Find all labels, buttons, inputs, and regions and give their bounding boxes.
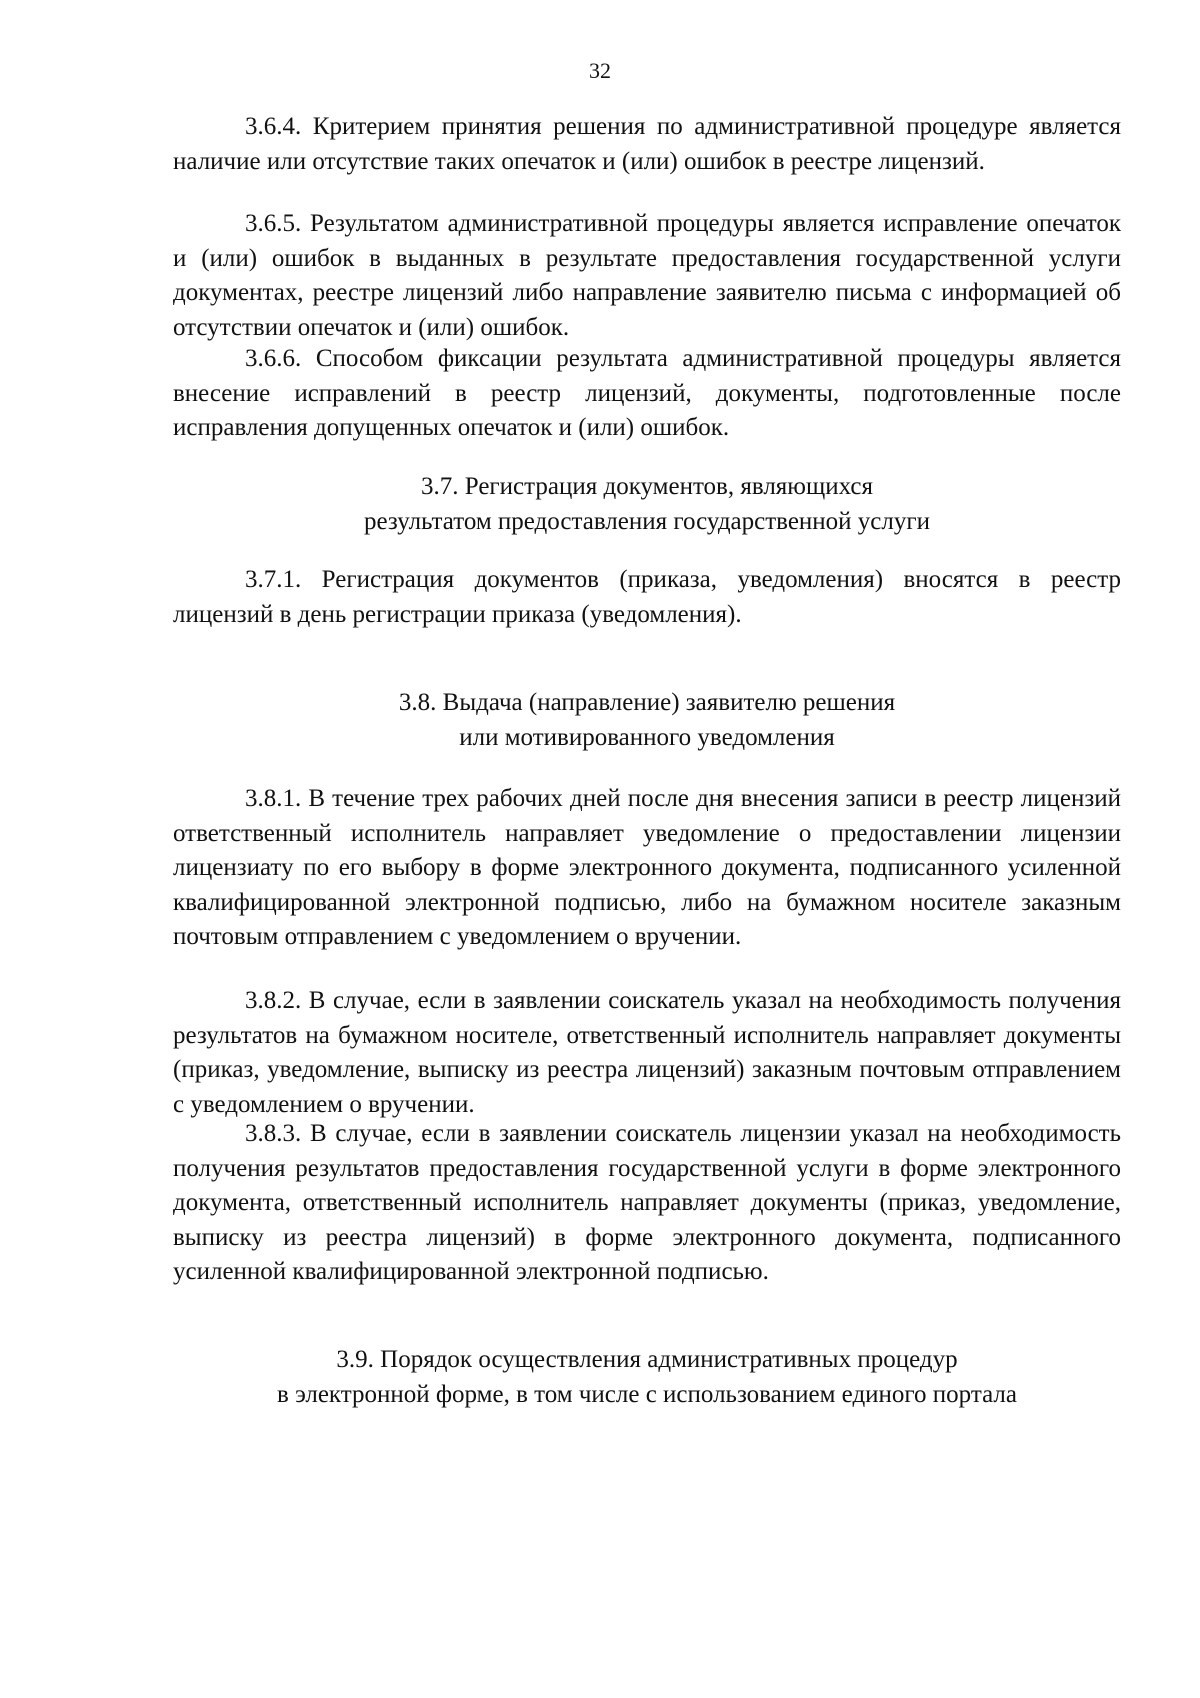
section-heading-3-9 [173,1343,1121,1412]
paragraph-3-6-6: 3.6.6. Способом фиксации результата административной процедуры является внесение исправлений в реестр лицензий, документы, подготовленные после исправления допущенных опечаток и (или) ошибок. [173,345,1121,441]
section-heading-3-7 [173,470,1121,539]
paragraph-3-6-5: 3.6.5. Результатом административной процедуры является исправление опечаток и (или) ошибок в выданных в результате предоставления государственной услуги документах, реестре лицензий либо направление заявителю письма с информацией об отсутствии опечаток и (или) ошибок. [173,210,1121,341]
paragraph-3-8-2: 3.8.2. В случае, если в заявлении соискатель указал на необходимость получения результатов на бумажном носителе, ответственный исполнитель направляет документы (приказ, уведомление, выписку из реестра лицензий) заказным почтовым отправлением с уведомлением о вручении. [173,987,1121,1118]
paragraph-3-8-3: 3.8.3. В случае, если в заявлении соискатель лицензии указал на необходимость получения результатов предоставления государственной услуги в форме электронного документа, ответственный исполнитель направляет документы (приказ, уведомление, выписку из реестра лицензий) в форме электронного документа, подписанного усиленной квалифицированной электронной подписью. [173,1120,1121,1285]
paragraph-3-8-1: 3.8.1. В течение трех рабочих дней после дня внесения записи в реестр лицензий ответственный исполнитель направляет уведомление о предоставлении лицензии лицензиату по его выбору в форме электронного документа, подписанного усиленной квалифицированной электронной подписью, либо на бумажном носителе заказным почтовым отправлением с уведомлением о вручении. [173,785,1121,950]
section-heading-3-8-line-1: 3.8. Выдача (направление) заявителю решения [398,689,896,716]
section-heading-3-7-line-1: 3.7. Регистрация документов, являющихся [421,473,873,500]
section-heading-3-9-line-1: 3.9. Порядок осуществления административных процедур [336,1346,958,1373]
section-heading-3-9-line-2: в электронной форме, в том числе с использованием единого портала [277,1380,1017,1408]
section-heading-3-8-line-2: или мотивированного уведомления [459,723,835,751]
page-number: 32 [589,58,611,83]
section-heading-3-8 [173,686,1121,755]
section-heading-3-7-line-2: результатом предоставления государственной услуги [363,507,931,535]
paragraph-3-6-4: 3.6.4. Критерием принятия решения по административной процедуре является наличие или отсутствие таких опечаток и (или) ошибок в реестре лицензий. [173,113,1121,175]
paragraph-3-7-1: 3.7.1. Регистрация документов (приказа, уведомления) вносятся в реестр лицензий в день регистрации приказа (уведомления). [173,566,1121,628]
